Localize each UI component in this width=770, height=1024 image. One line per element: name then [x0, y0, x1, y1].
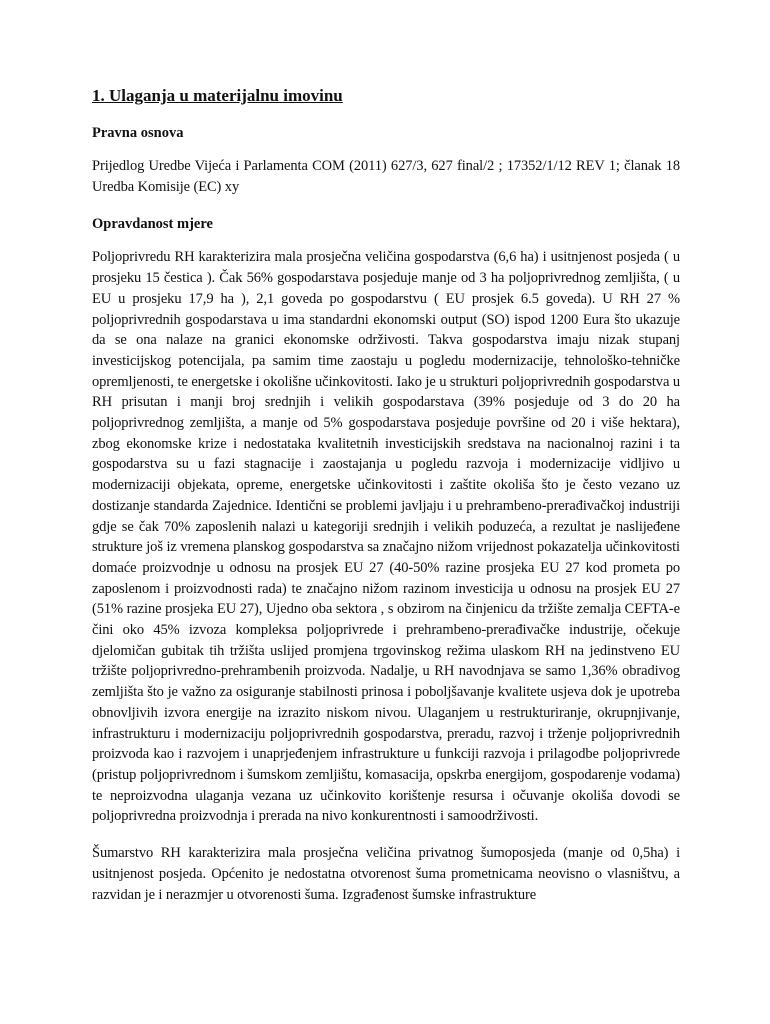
- justification-paragraph-2: Šumarstvo RH karakterizira mala prosječna veličina privatnog šumoposjeda (manje od 0,5ha) i usitnjenost posjeda. Općenito je nedostatna otvorenost šuma prometnicama neovisno o vlasništvu, a razvidan je i nerazmjer u otvorenosti šuma. Izgrađenost šumske infrastrukture: [92, 845, 680, 903]
- justification-paragraph-1: Poljoprivredu RH karakterizira mala prosječna veličina gospodarstva (6,6 ha) i usitnjenost posjeda ( u prosjeku 15 čestica ). Čak 56% gospodarstava posjeduje manje od 3 ha poljoprivrednog zemljišta, ( u EU u prosjeku 17,9 ha ), 2,1 goveda po gospodarstvu ( EU prosjek 6.5 goveda). U RH 27 % poljoprivrednih gospodarstava u ima standardni ekonomski output (SO) ispod 1200 Eura što ukazuje da se ona nalaze na granici ekonomske održivosti. Takva gospodarstva imaju nizak stupanj investicijskog potencijala, pa samim time zaostaju u pogledu modernizacije, tehnološko-tehničke opremljenosti, te energetske i okolišne učinkovitosti. Iako je u strukturi poljoprivrednih gospodarstva u RH prisutan i manji broj srednjih i velikih gospodarstava (39% posjeduje od 3 do 20 ha poljoprivrednog zemljišta, a manje od 5% gospodarstava posjeduje površine od 20 i više hektara), zbog ekonomske krize i nedostataka kvalitetnih investicijskih sredstava na nacionalnoj razini i ta gospodarstva su u fazi stagnacije i zaostajanja u pogledu razvoja i modernizacije vidljivo u modernizaciji objekata, opreme, energetske učinkovitosti i zaštite okoliša što je često vezano uz dostizanje standarda Zajednice. Identični se problemi javljaju i u prehrambeno-prerađivačkoj industriji gdje se čak 70% zaposlenih nalazi u kategoriji srednjih i velikih poduzeća, a rezultat je naslijeđene strukture još iz vremena planskog gospodarstva sa značajno nižom vrijednost pokazatelja učinkovitosti domaće proizvodnje u odnosu na prosjek EU 27 (40-50% razine prosjeka EU 27 kod prometa po zaposlenom i proizvodnosti rada) te značajno nižom razinom investicija u odnosu na prosjek EU 27 (51% razine prosjeka EU 27), Ujedno oba sektora , s obzirom na činjenicu da tržište zemalja CEFTA-e čini oko 45% izvoza kompleksa poljoprivrede i prehrambeno-prerađivačke industrije, očekuje djelomičan gubitak tih tržišta uslijed promjena trgovinskog režima ulaskom RH na jedinstveno EU tržište poljoprivredno-prehrambenih proizvoda. Nadalje, u RH navodnjava se samo 1,36% obradivog zemljišta što je važno za osiguranje stabilnosti prinosa i poboljšavanje kvalitete usjeva dok je upotreba obnovljivih izvora energije na izrazito niskom nivou. Ulaganjem u restrukturiranje, okrupnjivanje, infrastrukturu i modernizaciju poljoprivrednih gospodarstva, preradu, razvoj i trženje poljoprivrednih proizvoda kao i razvojem i unaprjeđenjem infrastrukture u funkciji razvoja i prilagodbe poljoprivrede (pristup poljoprivrednom i šumskom zemljištu, komasacija, opskrba energijom, gospodarenje vodama) te neproizvodna ulaganja vezana uz učinkovito korištenje resursa i očuvanje okoliša dovodi se poljoprivredna proizvodnja i prerada na nivo konkurentnosti i samoodrživosti.: [92, 249, 680, 825]
- justification-heading: Opravdanost mjere: [92, 216, 213, 233]
- legal-basis-heading: Pravna osnova: [92, 125, 184, 141]
- document-body: [92, 84, 680, 917]
- section-title: 1. Ulaganja u materijalnu imovinu: [92, 86, 343, 105]
- legal-basis-text: Prijedlog Uredbe Vijeća i Parlamenta COM (2011) 627/3, 627 final/2 ; 17352/1/12 REV 1; članak 18 Uredba Komisije (EC) xy: [92, 158, 680, 195]
